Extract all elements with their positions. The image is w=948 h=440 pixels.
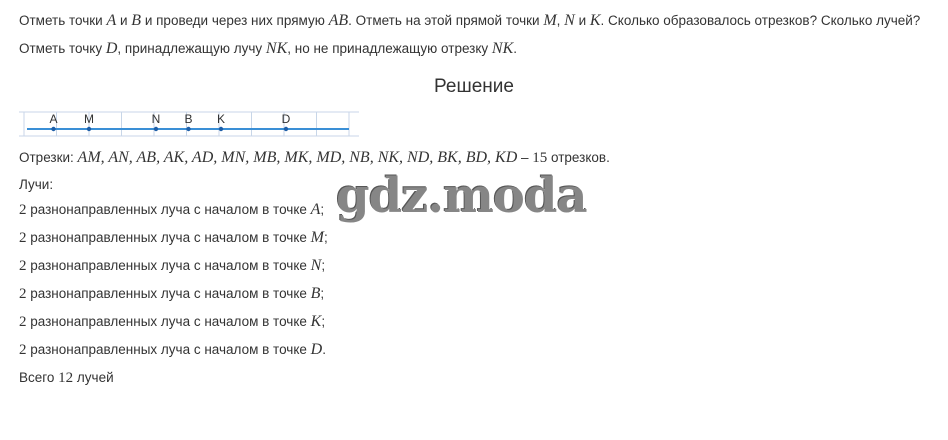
point-label-a: A (49, 112, 58, 126)
ray-item (19, 313, 325, 331)
ray-text: разнонаправленных луча с началом в точке (26, 342, 311, 357)
ray-end: ; (323, 230, 328, 245)
ray-item (19, 257, 325, 275)
ray-end: ; (321, 314, 326, 329)
point-marker-k (219, 127, 223, 131)
point-n: N (564, 12, 575, 29)
ray-origin-point: N (310, 257, 322, 274)
ray-origin-point: D (310, 341, 323, 358)
point-b: B (131, 12, 142, 29)
segment-nk: NK (491, 40, 514, 57)
ray-origin-point: K (310, 313, 322, 330)
ray-text: разнонаправленных луча с началом в точке (26, 230, 311, 245)
point-k: K (589, 12, 601, 29)
line-diagram (19, 106, 364, 138)
ray-text: разнонаправленных луча с началом в точке (26, 286, 311, 301)
watermark-logo: gdz.moda (336, 168, 587, 224)
rays-total: Всего 12 лучей (19, 370, 114, 386)
ray-item (19, 201, 324, 219)
point-marker-a (51, 127, 55, 131)
point-marker-b (186, 127, 190, 131)
ray-text: разнонаправленных луча с началом в точке (26, 314, 311, 329)
ray-end: . (322, 342, 326, 357)
ray-end: ; (320, 286, 325, 301)
solution-title: Решение (434, 76, 514, 97)
ray-item (19, 341, 326, 359)
ray-item (19, 229, 328, 247)
rays-label: Лучи: (19, 177, 54, 192)
ray-origin-point: B (310, 285, 321, 302)
point-label-m: M (84, 112, 94, 126)
ray-count: 2 (19, 230, 27, 246)
ray-end: ; (321, 258, 326, 273)
rays-total-count: 12 (58, 370, 74, 386)
ray-count: 2 (19, 258, 27, 274)
ray-origin-point: A (310, 201, 321, 218)
segments-line: Отрезки: AM, AN, AB, AK, AD, MN, MB, MK, MD, NB, NK, ND, BK, BD, KD – 15 отрезков. (19, 149, 610, 166)
ray-text: разнонаправленных луча с началом в точке (26, 258, 311, 273)
problem-line-1: Отметь точки A и B и проведи через них прямую AB. Отметь на этой прямой точки M, N и K. Сколько образовалось отрезков? Сколько лучей? (19, 12, 921, 29)
segments-count: 15 (532, 150, 548, 166)
point-marker-n (154, 127, 158, 131)
ray-text: разнонаправленных луча с началом в точке (26, 202, 311, 217)
point-label-k: K (216, 112, 226, 126)
ray-item (19, 285, 324, 303)
point-label-n: N (151, 112, 161, 126)
point-marker-d (284, 127, 288, 131)
point-d: D (105, 40, 118, 57)
ray-count: 2 (19, 342, 27, 358)
segments-label: Отрезки: (19, 150, 78, 165)
ray-nk: NK (265, 40, 288, 57)
point-m: M (543, 12, 557, 29)
segments-list: AM, AN, AB, AK, AD, MN, MB, MK, MD, NB, NK, ND, BK, BD, KD (77, 149, 518, 166)
ray-origin-point: M (310, 229, 324, 246)
problem-line-2: Отметь точку D, принадлежащую лучу NK, но не принадлежащую отрезку NK. (19, 40, 518, 57)
point-a: A (106, 12, 117, 29)
point-label-d: D (281, 112, 291, 126)
point-marker-m (87, 127, 91, 131)
point-label-b: B (184, 112, 193, 126)
ray-end: ; (320, 202, 325, 217)
ray-count: 2 (19, 286, 27, 302)
line-ab: AB (328, 12, 349, 29)
ray-count: 2 (19, 202, 27, 218)
ray-count: 2 (19, 314, 27, 330)
